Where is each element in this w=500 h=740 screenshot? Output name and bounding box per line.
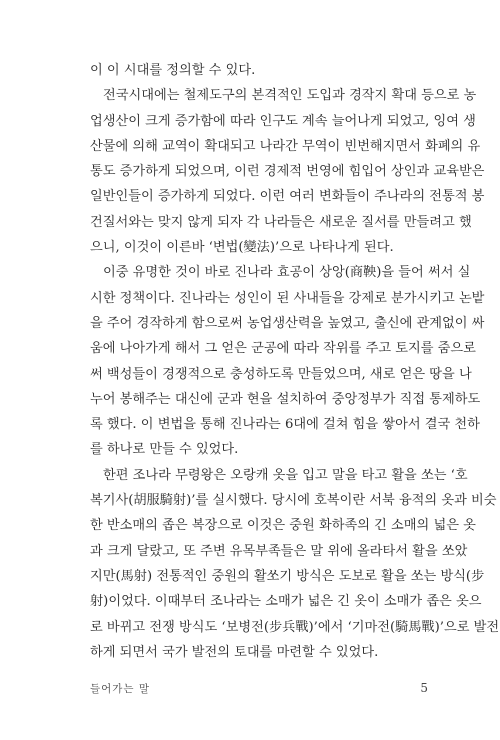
- text-line: 록 했다. 이 변법을 통해 진나라는 6대에 걸쳐 힘을 쌓아서 결국 천하: [90, 417, 480, 433]
- text-line: 한 반소매의 좁은 복장으로 이것은 중원 화하족의 긴 소매의 넓은 옷: [90, 518, 476, 534]
- text-line: 를 하나로 만들 수 있었다.: [90, 442, 239, 458]
- text-line: 산물에 의해 교역이 확대되고 나라간 무역이 빈번해지면서 화폐의 유: [90, 138, 481, 154]
- text-line: 지만(馬射) 전통적인 중원의 활쏘기 방식은 도보로 활을 쏘는 방식(步: [90, 568, 485, 584]
- text-line: 복기사(胡服騎射)’를 실시했다. 당시에 호복이란 서북 융적의 옷과 비슷: [90, 493, 497, 509]
- paragraph: [90, 260, 485, 462]
- paragraph: [90, 58, 446, 83]
- text-line: 로 바뀌고 전쟁 방식도 ‘보병전(步兵戰)’에서 ‘기마전(騎馬戰)’으로 발전: [90, 619, 500, 635]
- text-line: 으니, 이것이 이른바 ‘변법(變法)’으로 나타나게 된다.: [90, 240, 394, 256]
- page-footer: [90, 681, 428, 697]
- text-line: 누어 봉해주는 대신에 군과 현을 설치하여 중앙정부가 직접 통제하도: [90, 391, 481, 407]
- text-line: 업생산이 크게 증가함에 따라 인구도 계속 늘어나게 되었고, 잉여 생: [90, 113, 476, 129]
- text-line: 통도 증가하게 되었으며, 이런 경제적 번영에 힘입어 상인과 교육받은: [90, 164, 485, 180]
- text-line: 을 주어 경작하게 함으로써 농업생산력을 높였고, 출신에 관계없이 싸: [90, 315, 485, 331]
- text-line: 과 크게 달랐고, 또 주변 유목부족들은 말 위에 올라타서 활을 쏘았: [90, 543, 468, 559]
- page-number: 5: [420, 681, 428, 695]
- page-body-text: [90, 58, 500, 665]
- text-line: 한편 조나라 무령왕은 오랑캐 옷을 입고 말을 타고 활을 쏘는 ‘호: [103, 467, 468, 483]
- text-line: 이중 유명한 것이 바로 진나라 효공이 상앙(商鞅)을 들어 써서 실: [103, 265, 471, 281]
- text-line: 하게 되면서 국가 발전의 토대를 마련할 수 있었다.: [90, 644, 379, 660]
- running-title: 들어가는 말: [90, 683, 151, 695]
- text-line: 전국시대에는 철제도구의 본격적인 도입과 경작지 확대 등으로 농: [103, 88, 477, 104]
- paragraph: [90, 463, 500, 665]
- text-line: 건질서와는 맞지 않게 되자 각 나라들은 새로운 질서를 만들려고 했: [90, 214, 472, 230]
- text-line: 시한 정책이다. 진나라는 성인이 된 사내들을 강제로 분가시키고 논밭: [90, 290, 485, 306]
- text-line: 이 이 시대를 정의할 수 있다.: [90, 63, 256, 78]
- paragraph: [90, 83, 485, 260]
- text-line: 일반인들이 증가하게 되었다. 이런 여러 변화들이 주나라의 전통적 봉: [90, 189, 485, 205]
- text-line: 써 백성들이 경쟁적으로 충성하도록 만들었으며, 새로 얻은 땅을 나: [90, 366, 472, 382]
- text-line: 射)이었다. 이때부터 조나라는 소매가 넓은 긴 옷이 소매가 좁은 옷으: [90, 594, 482, 610]
- text-line: 움에 나아가게 해서 그 얻은 군공에 따라 작위를 주고 토지를 줌으로: [90, 341, 476, 357]
